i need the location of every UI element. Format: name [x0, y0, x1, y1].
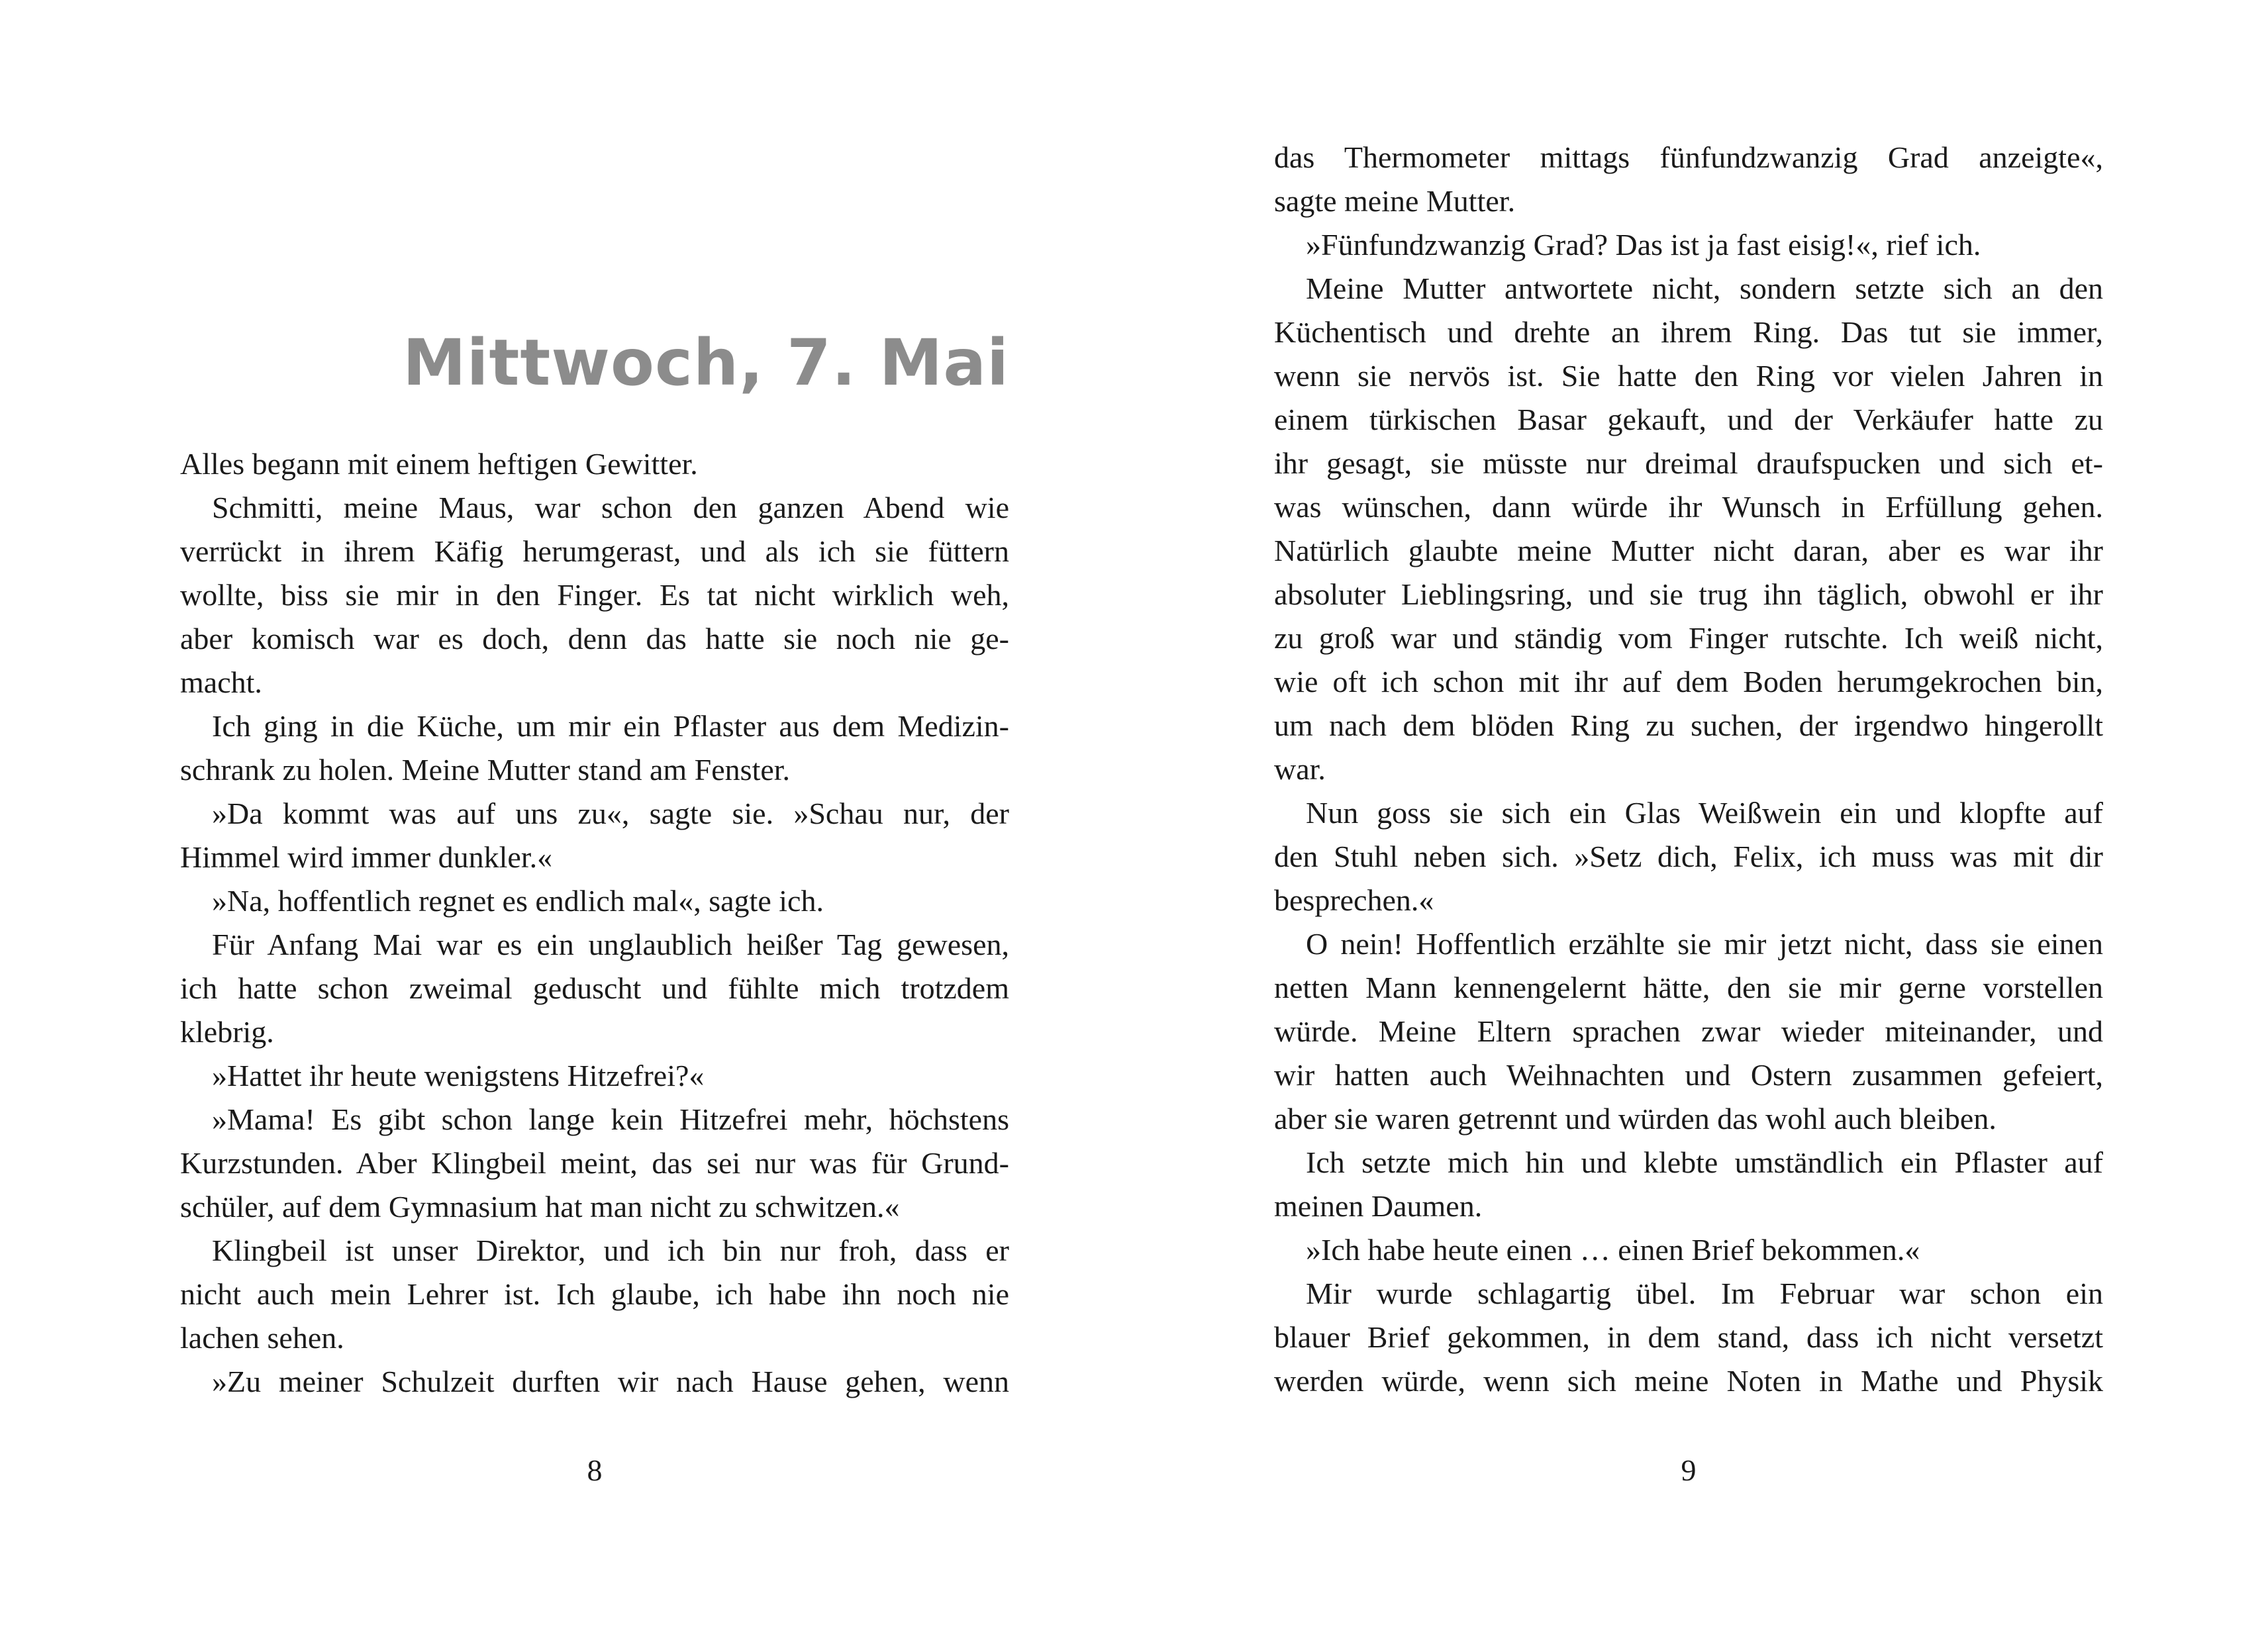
text-line: absoluter Lieblingsring, und sie trug ihn täglich, obwohl er ihr [1274, 577, 2103, 611]
text-line: zu groß war und ständig vom Finger rutschte. Ich weiß nicht, [1274, 621, 2103, 655]
text-line: netten Mann kennengelernt hätte, den sie mir gerne vorstellen [1274, 971, 2103, 1004]
text-line: Alles begann mit einem heftigen Gewitter. [180, 447, 698, 481]
text-line: »Fünfundzwanzig Grad? Das ist ja fast eisig!«, rief ich. [1306, 228, 1981, 262]
text-line: O nein! Hoffentlich erzählte sie mir jetzt nicht, dass sie einen [1306, 927, 2103, 961]
text-line: werden würde, wenn sich meine Noten in Mathe und Physik [1274, 1364, 2103, 1398]
text-line: Ich setzte mich hin und klebte umständlich ein Pflaster auf [1306, 1145, 2103, 1179]
right-page-number: 9 [1681, 1453, 1697, 1487]
text-line: ihr gesagt, sie müsste nur dreimal draufspucken und sich et- [1274, 446, 2103, 480]
text-line: besprechen.« [1274, 883, 1434, 917]
text-line: aber komisch war es doch, denn das hatte sie noch nie ge- [180, 622, 1009, 655]
text-line: Mir wurde schlagartig übel. Im Februar war schon ein [1306, 1277, 2103, 1310]
text-line: »Na, hoffentlich regnet es endlich mal«, sagte ich. [212, 884, 824, 918]
text-line: ich hatte schon zweimal geduscht und fühlte mich trotzdem [180, 971, 1009, 1005]
text-line: wollte, biss sie mir in den Finger. Es tat nicht wirklich weh, [180, 578, 1009, 612]
text-line: Ich ging in die Küche, um mir ein Pflaster aus dem Medizin- [212, 709, 1009, 743]
text-line: Meine Mutter antwortete nicht, sondern setzte sich an den [1306, 271, 2103, 305]
text-line: schrank zu holen. Meine Mutter stand am Fenster. [180, 753, 791, 787]
chapter-title: Mittwoch, 7. Mai [403, 326, 1009, 400]
text-line: Kurzstunden. Aber Klingbeil meint, das sei nur was für Grund- [180, 1146, 1009, 1180]
text-line: was wünschen, dann würde ihr Wunsch in Erfüllung gehen. [1274, 490, 2103, 524]
text-line: aber sie waren getrennt und würden das wohl auch bleiben. [1274, 1102, 1997, 1135]
text-line: »Zu meiner Schulzeit durften wir nach Hause gehen, wenn [212, 1365, 1009, 1398]
text-line: war. [1274, 752, 1326, 786]
text-line: macht. [180, 665, 262, 699]
left-page-body-text [180, 442, 1009, 1404]
left-page-number: 8 [587, 1453, 603, 1487]
text-line: wie oft ich schon mit ihr auf dem Boden herumgekrochen bin, [1274, 665, 2103, 699]
text-line: verrückt in ihrem Käfig herumgerast, und als ich sie füttern [180, 534, 1009, 568]
text-line: den Stuhl neben sich. »Setz dich, Felix, ich muss was mit dir [1274, 840, 2103, 873]
right-page [1274, 0, 2103, 1642]
text-line: »Mama! Es gibt schon lange kein Hitzefrei mehr, höchstens [212, 1102, 1009, 1136]
text-line: lachen sehen. [180, 1321, 344, 1355]
text-line: einem türkischen Basar gekauft, und der Verkäufer hatte zu [1274, 403, 2103, 436]
text-line: würde. Meine Eltern sprachen zwar wieder miteinander, und [1274, 1014, 2103, 1048]
text-line: das Thermometer mittags fünfundzwanzig Grad anzeigte«, [1274, 140, 2103, 174]
text-line: wir hatten auch Weihnachten und Ostern zusammen gefeiert, [1274, 1058, 2103, 1092]
text-line: Für Anfang Mai war es ein unglaublich heißer Tag gewesen, [212, 928, 1009, 961]
text-line: Küchentisch und drehte an ihrem Ring. Das tut sie immer, [1274, 315, 2103, 349]
text-line: um nach dem blöden Ring zu suchen, der irgendwo hingerollt [1274, 708, 2103, 742]
text-line: meinen Daumen. [1274, 1189, 1483, 1223]
text-line: blauer Brief gekommen, in dem stand, dass ich nicht versetzt [1274, 1320, 2103, 1354]
text-line: Natürlich glaubte meine Mutter nicht daran, aber es war ihr [1274, 534, 2103, 567]
text-line: wenn sie nervös ist. Sie hatte den Ring vor vielen Jahren in [1274, 359, 2103, 393]
left-page [180, 0, 1009, 1642]
right-page-body-text [1274, 136, 2103, 1403]
text-line: »Hattet ihr heute wenigstens Hitzefrei?« [212, 1059, 705, 1092]
text-line: klebrig. [180, 1015, 274, 1049]
text-line: Nun goss sie sich ein Glas Weißwein ein und klopfte auf [1306, 796, 2103, 830]
text-line: Himmel wird immer dunkler.« [180, 840, 553, 874]
text-line: »Ich habe heute einen … einen Brief bekommen.« [1306, 1233, 1920, 1267]
text-line: sagte meine Mutter. [1274, 184, 1516, 218]
text-line: nicht auch mein Lehrer ist. Ich glaube, ich habe ihn noch nie [180, 1277, 1009, 1311]
text-line: Schmitti, meine Maus, war schon den ganzen Abend wie [212, 491, 1009, 524]
text-line: »Da kommt was auf uns zu«, sagte sie. »Schau nur, der [212, 797, 1009, 830]
text-line: schüler, auf dem Gymnasium hat man nicht zu schwitzen.« [180, 1190, 900, 1224]
text-line: Klingbeil ist unser Direktor, und ich bin nur froh, dass er [212, 1233, 1009, 1267]
